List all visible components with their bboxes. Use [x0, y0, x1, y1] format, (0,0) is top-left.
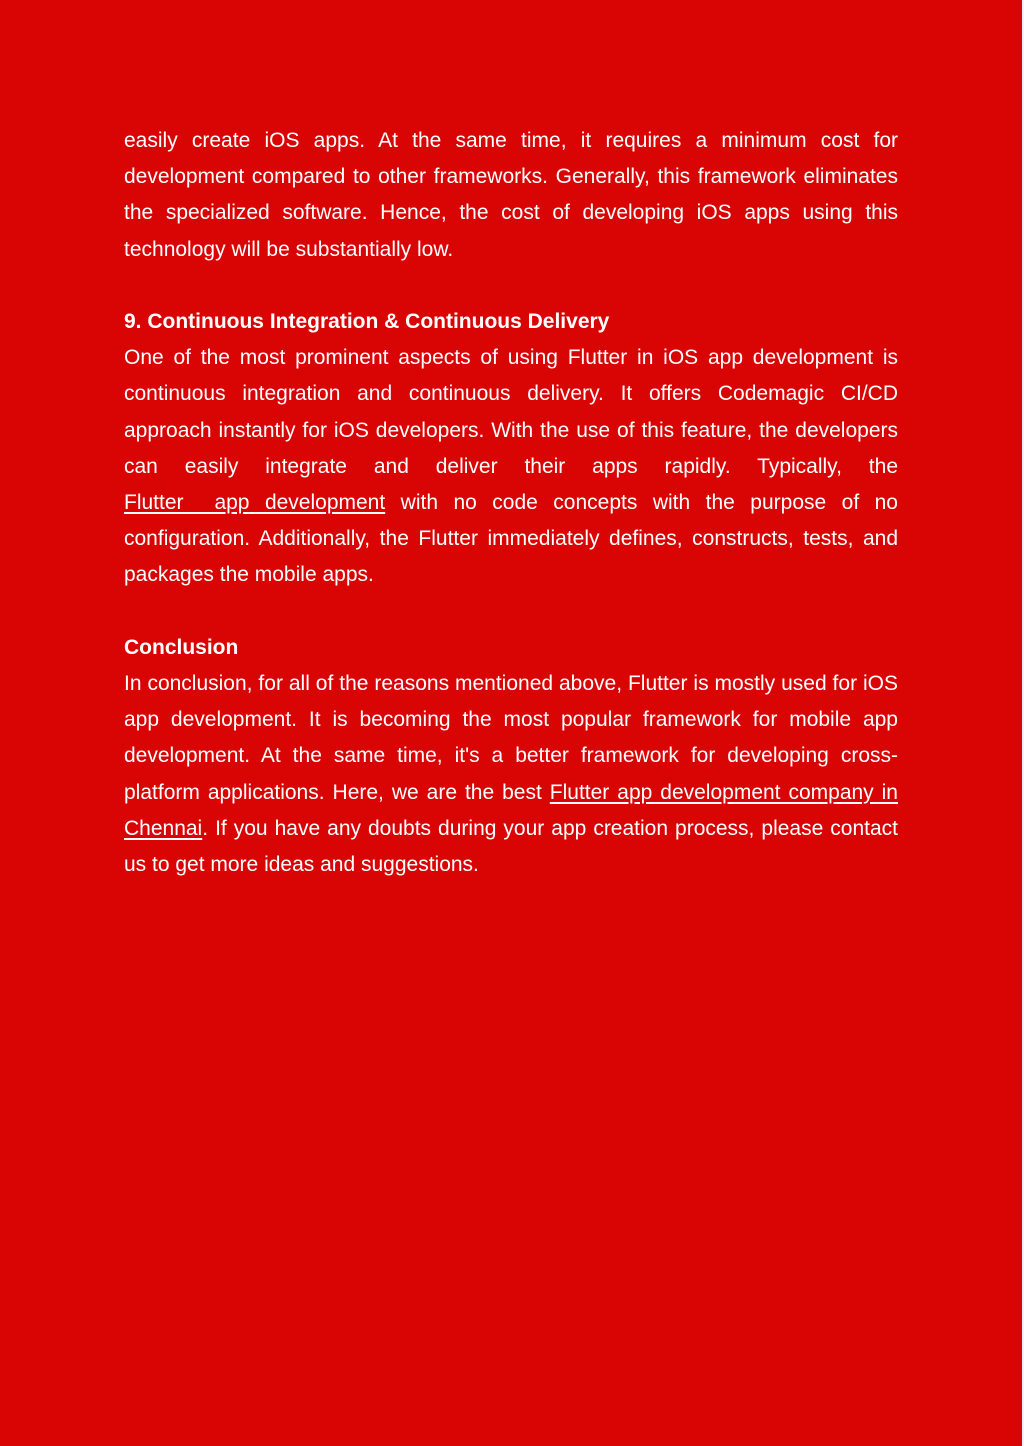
document-body: [124, 123, 898, 883]
ci-cd-text-after-link: with no code concepts with the purpose of no configuration. Additionally, the Flutter immediately defines, constructs, tests, and packages the mobile apps.: [124, 491, 898, 587]
intro-paragraph: easily create iOS apps. At the same time, it requires a minimum cost for development compared to other frameworks. Generally, this framework eliminates the specialized software. Hence, the cost of developing iOS apps using this technology will be substantially low.: [124, 129, 898, 261]
paragraph-spacer: [124, 594, 898, 630]
conclusion-text-after-link: . If you have any doubts during your app creation process, please contact us to get more ideas and suggestions.: [124, 816, 898, 877]
flutter-company-chennai-link[interactable]: Flutter app development company in Chennai: [124, 780, 898, 840]
conclusion-text-before-link: In conclusion, for all of the reasons mentioned above, Flutter is mostly used for iOS app development. It is becoming the most popular framework for mobile app development. At the same time, it's a better framework for developing cross-platform applications. Here, we are the best: [124, 672, 898, 804]
ci-cd-paragraph: [124, 340, 898, 593]
ci-cd-text-before-link: One of the most prominent aspects of using Flutter in iOS app development is continuous integration and continuous delivery. It offers Codemagic CI/CD approach instantly for iOS developers. With the use of this feature, the developers can easily integrate and deliver their apps rapidly. Typically, the: [124, 346, 898, 478]
paragraph-spacer: [124, 268, 898, 304]
flutter-app-development-link[interactable]: Flutter app development: [124, 491, 386, 515]
section-heading-ci-cd: 9. Continuous Integration & Continuous Delivery: [124, 310, 610, 333]
conclusion-paragraph: [124, 666, 898, 883]
section-heading-conclusion: Conclusion: [124, 635, 239, 659]
